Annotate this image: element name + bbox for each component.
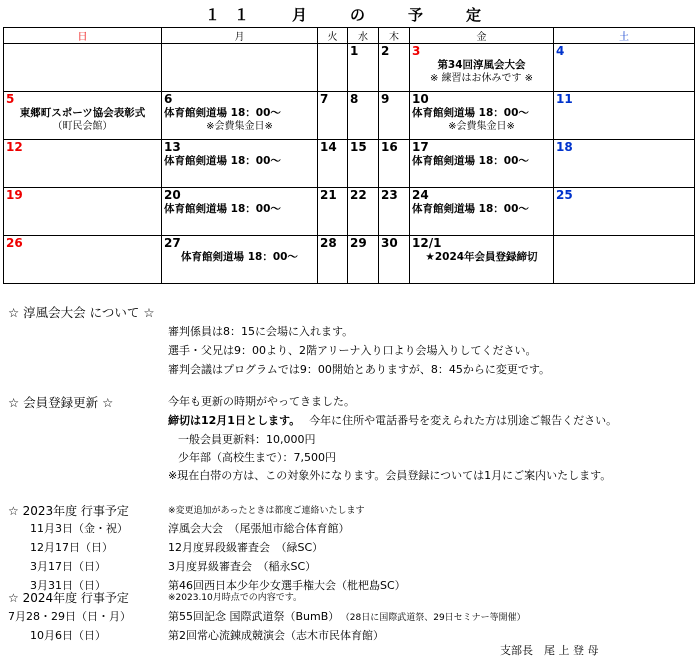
weekday-sun: 日 xyxy=(4,28,162,44)
day-event: 体育館剣道場 18：00〜 xyxy=(412,203,529,215)
tournament-note-2: 選手・父兄は9：00より、2階アリーナ入り口より会場入りしてください。 xyxy=(168,344,537,357)
day-number: 6 xyxy=(164,92,173,106)
day-number: 29 xyxy=(350,236,367,250)
day-number: 14 xyxy=(320,140,337,154)
membership-note-1: 今年も更新の時期がやってきました。 xyxy=(168,395,355,408)
calendar-day-cell xyxy=(379,236,410,284)
calendar-day-cell xyxy=(4,236,162,284)
day-event: 東郷町スポーツ協会表彰式 xyxy=(19,107,146,119)
calendar-day-cell xyxy=(348,188,379,236)
calendar-week-row xyxy=(4,44,695,92)
calendar-day-cell xyxy=(379,140,410,188)
membership-report-note: 今年に住所や電話番号を変えられた方は別途ご報告ください。 xyxy=(309,414,618,427)
calendar-day-cell xyxy=(318,140,348,188)
day-event: ★2024年会員登録締切 xyxy=(425,251,538,263)
calendar-table xyxy=(3,27,695,284)
schedule-event xyxy=(168,608,526,624)
day-number: 19 xyxy=(6,188,23,202)
calendar-day-cell xyxy=(348,236,379,284)
schedule-event-title: 3月度昇級審査会 （稲永SC） xyxy=(168,560,317,573)
schedule-2024-note: ※2023.10月時点での内容です。 xyxy=(168,593,303,603)
day-number: 3 xyxy=(412,44,421,58)
day-number: 5 xyxy=(6,92,15,106)
tournament-note-1: 審判係員は8：15に会場に入れます。 xyxy=(168,325,354,338)
day-note: ※会費集金日※ xyxy=(206,121,273,132)
calendar-day-cell xyxy=(348,92,379,140)
day-number: 2 xyxy=(381,44,390,58)
day-event: 体育館剣道場 18：00〜 xyxy=(164,203,281,215)
schedule-event-title: 第2回常心流錬成競演会（志木市民体育館） xyxy=(168,629,384,642)
day-number: 16 xyxy=(381,140,398,154)
schedule-event-title: 第46回西日本少年少女選手権大会（枇杷島SC） xyxy=(168,579,406,592)
schedule-2024-heading: ☆ 2024年度 行事予定 xyxy=(8,591,129,605)
calendar-day-cell xyxy=(554,92,695,140)
day-event: 体育館剣道場 18：00〜 xyxy=(412,155,529,167)
schedule-event-title: 淳風会大会 （尾張旭市総合体育館） xyxy=(168,522,350,535)
calendar-day-cell xyxy=(4,140,162,188)
calendar-day-cell xyxy=(348,44,379,92)
day-number: 12/1 xyxy=(412,236,442,250)
day-number: 21 xyxy=(320,188,337,202)
membership-fee-general: 一般会員更新料：10,000円 xyxy=(178,433,316,446)
schedule-date: 12月17日（日） xyxy=(30,541,113,554)
calendar-day-cell xyxy=(318,236,348,284)
calendar-day-cell xyxy=(554,44,695,92)
calendar-day-cell xyxy=(410,140,554,188)
day-number: 25 xyxy=(556,188,573,202)
schedule-event-title: 12月度昇段級審査会 （緑SC） xyxy=(168,541,324,554)
calendar-day-cell xyxy=(554,188,695,236)
calendar-day-cell xyxy=(379,44,410,92)
day-number: 26 xyxy=(6,236,23,250)
calendar-day-cell xyxy=(4,44,162,92)
day-number: 23 xyxy=(381,188,398,202)
calendar-day-cell xyxy=(318,92,348,140)
weekday-wed: 水 xyxy=(348,28,379,44)
day-event: 体育館剣道場 18：00〜 xyxy=(412,107,529,119)
membership-section-heading: ☆ 会員登録更新 ☆ xyxy=(8,395,114,410)
calendar-week-row xyxy=(4,236,695,284)
membership-note-5: ※現在白帯の方は、この対象外になります。会員登録については1月にご案内いたします。 xyxy=(168,469,612,482)
calendar-day-cell xyxy=(554,236,695,284)
day-number: 18 xyxy=(556,140,573,154)
schedule-date: 7月28・29日（日・月） xyxy=(8,610,131,623)
day-event: 第34回淳風会大会 xyxy=(437,59,526,71)
weekday-mon: 月 xyxy=(162,28,318,44)
membership-deadline: 締切は12月1日とします。 xyxy=(168,414,295,427)
calendar-day-cell xyxy=(318,188,348,236)
schedule-event xyxy=(168,520,350,536)
day-number: 1 xyxy=(350,44,359,58)
day-number: 27 xyxy=(164,236,181,250)
calendar-day-cell xyxy=(348,140,379,188)
schedule-date: 3月17日（日） xyxy=(30,560,106,573)
day-note: （町民会館） xyxy=(52,121,113,132)
calendar-day-cell xyxy=(410,92,554,140)
day-number: 20 xyxy=(164,188,181,202)
weekday-thu: 木 xyxy=(379,28,410,44)
calendar-day-cell xyxy=(410,236,554,284)
weekday-header-row xyxy=(4,28,695,44)
calendar-week-row xyxy=(4,140,695,188)
schedule-date: 10月6日（日） xyxy=(30,629,106,642)
calendar-day-cell xyxy=(410,188,554,236)
weekday-tue: 火 xyxy=(318,28,348,44)
schedule-event xyxy=(168,539,323,555)
day-event: 体育館剣道場 18：00〜 xyxy=(181,251,298,263)
schedule-2023-note: ※変更追加があったときは都度ご連絡いたします xyxy=(168,506,365,516)
calendar-day-cell xyxy=(4,188,162,236)
schedule-2023-heading: ☆ 2023年度 行事予定 xyxy=(8,504,129,518)
membership-fee-junior: 少年部（高校生まで）：7,500円 xyxy=(178,451,336,464)
calendar-day-cell xyxy=(379,92,410,140)
schedule-event xyxy=(168,558,316,574)
calendar-day-cell xyxy=(410,44,554,92)
calendar-day-cell xyxy=(379,188,410,236)
calendar-week-row xyxy=(4,188,695,236)
calendar-day-cell xyxy=(162,188,318,236)
day-number: 15 xyxy=(350,140,367,154)
signature: 支部長 尾 上 登 母 xyxy=(500,644,599,657)
schedule-event-sub: （28日に国際武道祭、29日セミナー等開催） xyxy=(345,613,526,623)
calendar-day-cell xyxy=(554,140,695,188)
calendar-day-cell xyxy=(162,236,318,284)
schedule-date: 11月3日（金・祝） xyxy=(30,522,128,535)
day-number: 28 xyxy=(320,236,337,250)
day-number: 13 xyxy=(164,140,181,154)
day-number: 24 xyxy=(412,188,429,202)
calendar-day-cell xyxy=(162,92,318,140)
day-number: 9 xyxy=(381,92,390,106)
calendar-day-cell xyxy=(318,44,348,92)
calendar-day-cell xyxy=(4,92,162,140)
day-event: 体育館剣道場 18：00〜 xyxy=(164,155,281,167)
membership-note-2 xyxy=(168,412,617,428)
calendar-day-cell xyxy=(162,44,318,92)
day-number: 17 xyxy=(412,140,429,154)
schedule-date: 3月31日（日） xyxy=(30,579,106,592)
calendar-week-row xyxy=(4,92,695,140)
weekday-fri: 金 xyxy=(410,28,554,44)
day-note: ※ 練習はお休みです ※ xyxy=(429,73,534,84)
day-number: 7 xyxy=(320,92,329,106)
weekday-sat: 土 xyxy=(554,28,695,44)
day-number: 4 xyxy=(556,44,565,58)
day-number: 11 xyxy=(556,92,573,106)
day-number: 10 xyxy=(412,92,429,106)
tournament-section-heading: ☆ 淳風会大会 について ☆ xyxy=(8,305,155,320)
day-number: 30 xyxy=(381,236,398,250)
schedule-event xyxy=(168,627,384,643)
page-title: １１ 月 の 予 定 xyxy=(204,6,495,24)
day-number: 8 xyxy=(350,92,359,106)
day-note: ※会費集金日※ xyxy=(448,121,515,132)
day-number: 22 xyxy=(350,188,367,202)
tournament-note-3: 審判会議はプログラムでは9：00開始とありますが、8：45からに変更です。 xyxy=(168,363,550,376)
schedule-event-title: 第55回記念 国際武道祭（BumB） xyxy=(168,610,340,623)
calendar-day-cell xyxy=(162,140,318,188)
day-number: 12 xyxy=(6,140,23,154)
day-event: 体育館剣道場 18：00〜 xyxy=(164,107,281,119)
